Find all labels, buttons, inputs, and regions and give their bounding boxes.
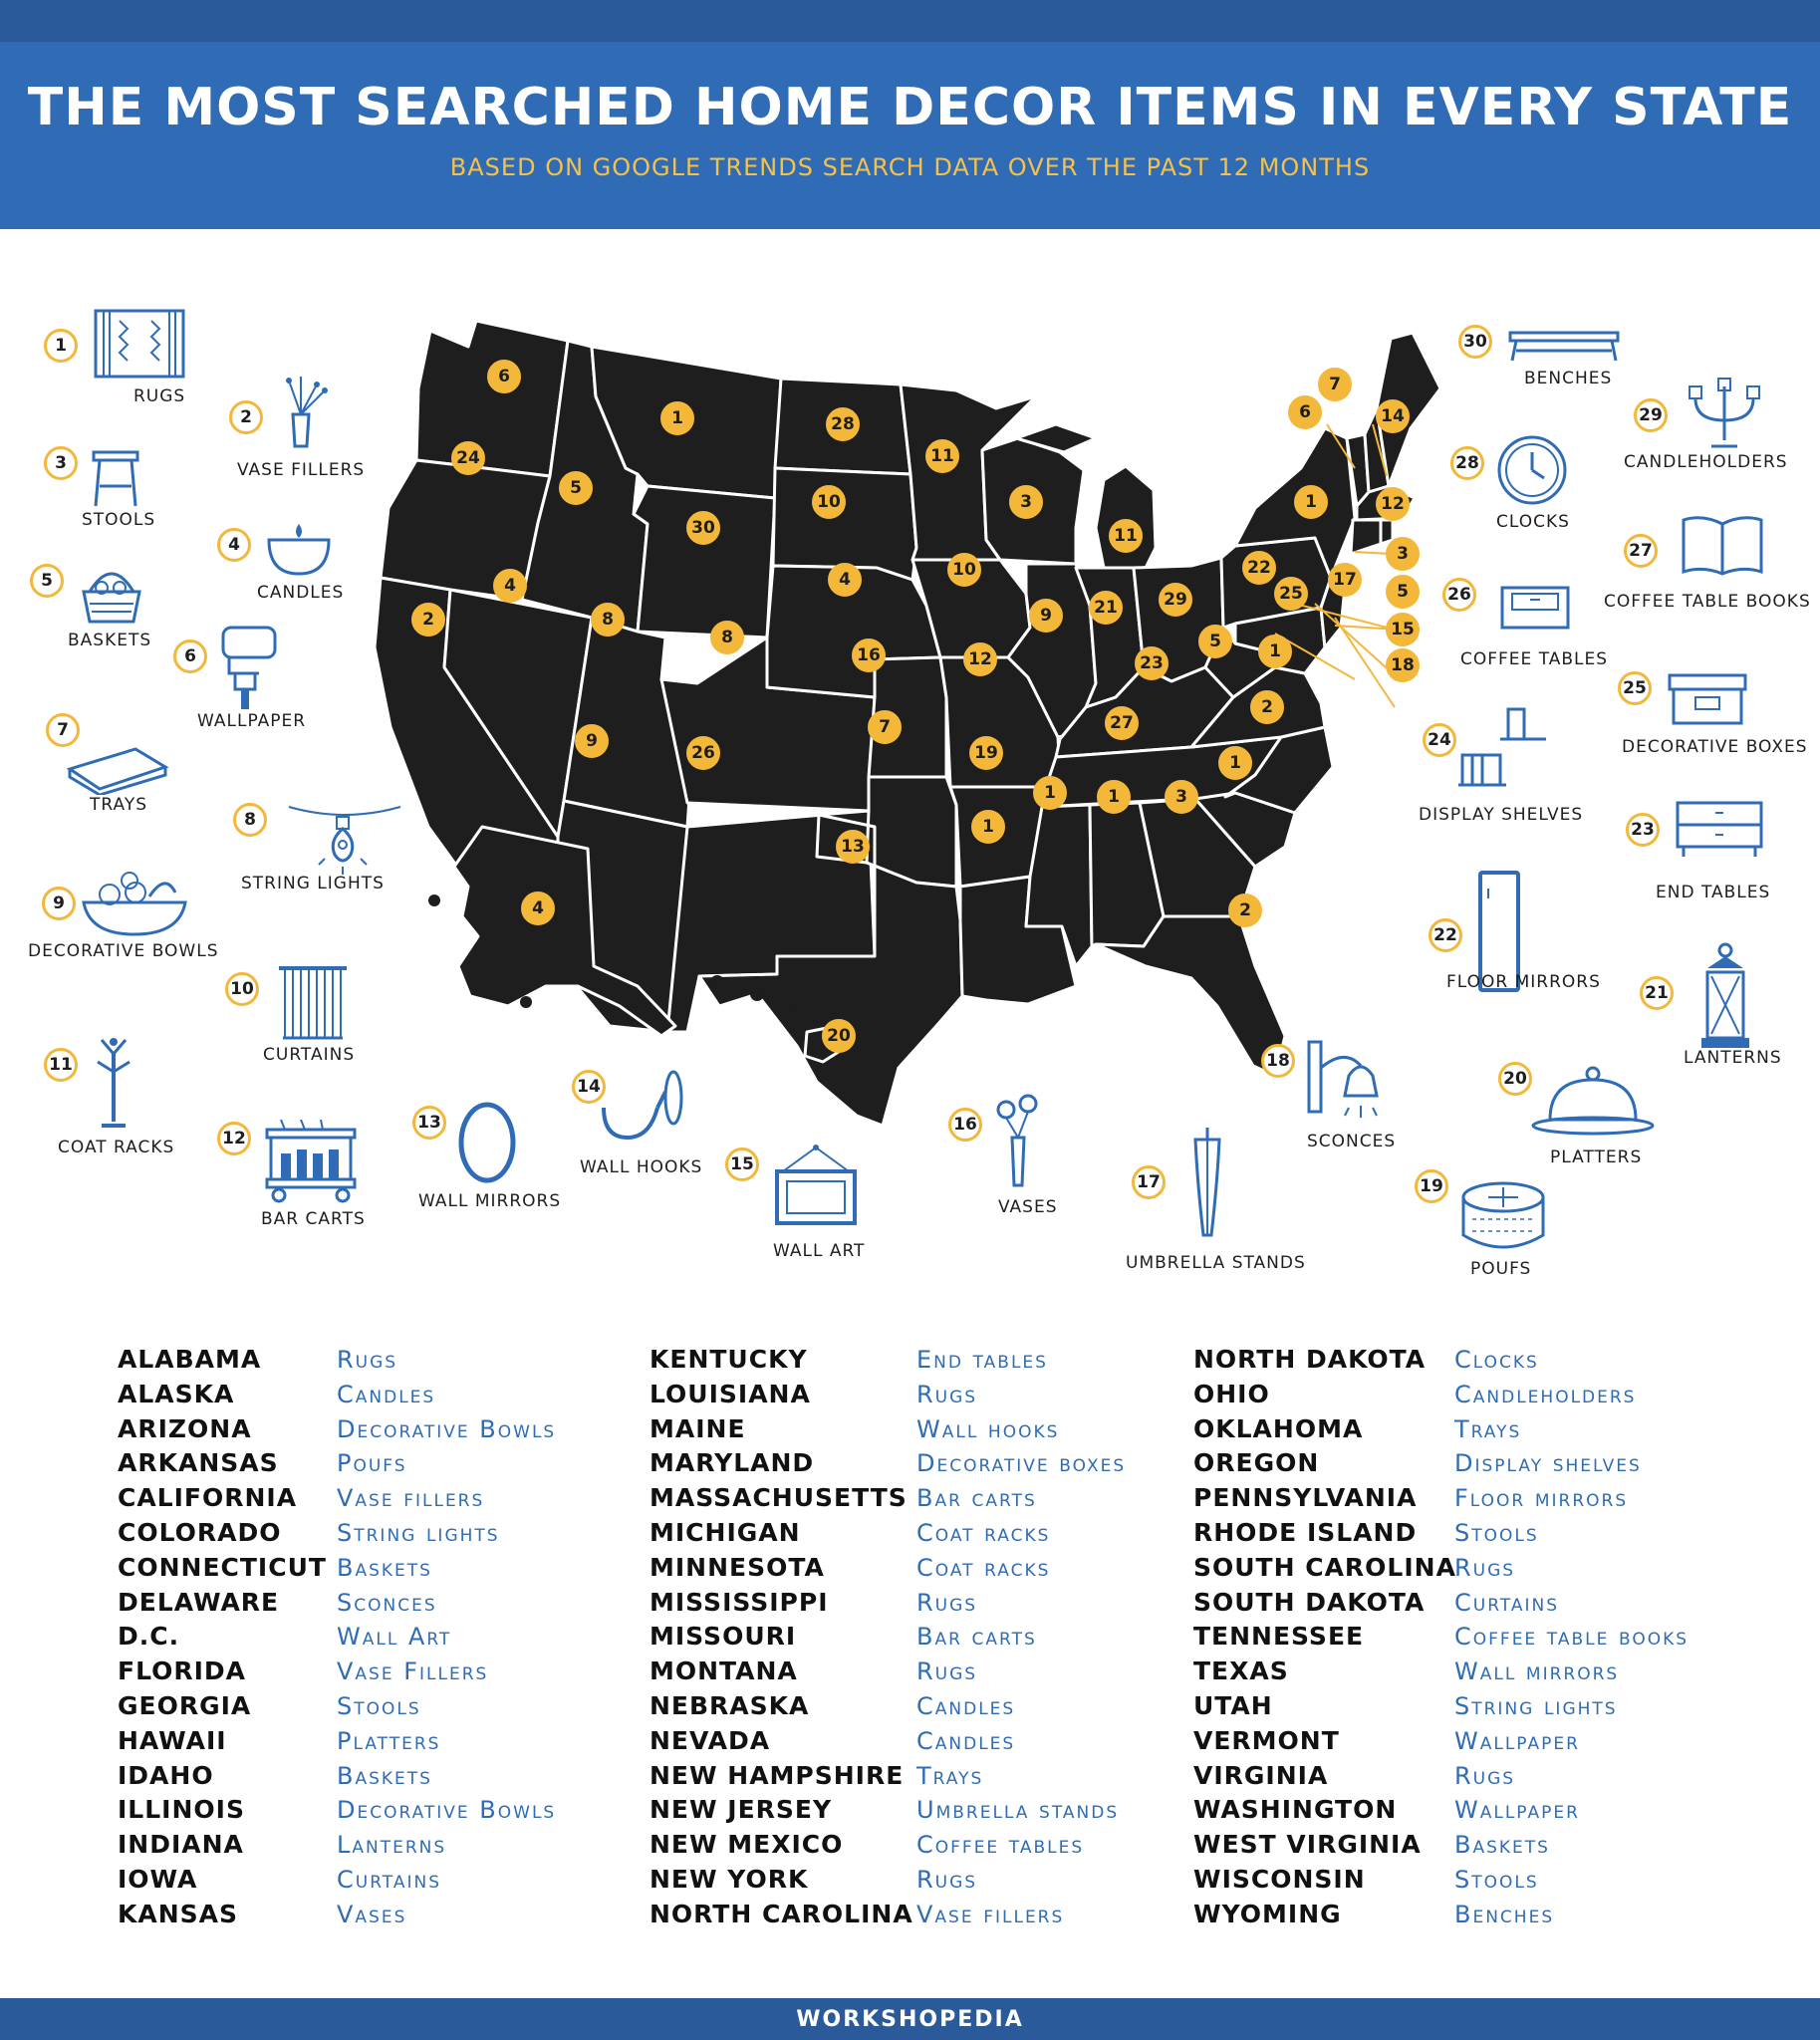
- state-decor-item: Rugs: [916, 1588, 978, 1617]
- state-name: NEW HAMPSHIRE: [650, 1760, 905, 1790]
- pouf-icon: [1458, 1179, 1548, 1263]
- state-decor-item: Baskets: [1454, 1831, 1550, 1860]
- state-decor-item: Coffee tables: [916, 1831, 1085, 1860]
- state-name: GEORGIA: [118, 1691, 252, 1720]
- map-badge-fl: 2: [1228, 893, 1262, 927]
- state-decor-item: Rugs: [916, 1866, 978, 1894]
- candelabra-icon: [1684, 377, 1765, 456]
- legend-number-badge: 20: [1498, 1062, 1532, 1096]
- top-band: [0, 0, 1820, 42]
- map-badge-ar: 19: [969, 736, 1003, 770]
- state-decor-item: Candleholders: [1454, 1380, 1637, 1408]
- legend-label: LANTERNS: [1684, 1048, 1782, 1068]
- legend-label: VASES: [998, 1197, 1058, 1217]
- legend-label: BASKETS: [68, 631, 152, 650]
- state-decor-item: Umbrella stands: [916, 1796, 1120, 1825]
- state-name: ALABAMA: [118, 1345, 262, 1374]
- state-wa: [416, 321, 568, 476]
- map-badge-il: 9: [1029, 599, 1063, 633]
- state-decor-item: Vase fillers: [337, 1484, 485, 1513]
- map-badge-hi: 20: [822, 1019, 856, 1053]
- legend-label: COAT RACKS: [58, 1138, 175, 1157]
- map-badge-mn: 11: [925, 439, 959, 473]
- map-badge-co: 8: [710, 621, 744, 654]
- state-decor-item: Baskets: [337, 1761, 432, 1790]
- map-badge-de: 18: [1386, 648, 1420, 682]
- state-name: MISSOURI: [650, 1622, 797, 1652]
- map-badge-az: 9: [575, 724, 609, 758]
- legend-label: SCONCES: [1307, 1132, 1397, 1151]
- legend-number-badge: 10: [225, 972, 259, 1006]
- wall-mirror-icon: [454, 1100, 520, 1189]
- state-decor-item: Decorative Bowls: [337, 1414, 557, 1443]
- state-decor-item: Rugs: [337, 1346, 398, 1374]
- legend-label: VASE FILLERS: [237, 460, 366, 480]
- tray-icon: [66, 743, 169, 799]
- legend-number-badge: 3: [44, 446, 78, 480]
- map-badge-vt: 6: [1288, 395, 1322, 429]
- state-decor-item: Stools: [1454, 1866, 1539, 1894]
- state-name: ALASKA: [118, 1379, 235, 1408]
- legend-number-badge: 5: [30, 564, 64, 598]
- state-name: CALIFORNIA: [118, 1483, 298, 1513]
- legend-number-badge: 22: [1429, 918, 1462, 952]
- legend-label: DISPLAY SHELVES: [1419, 805, 1584, 825]
- header-banner: [0, 42, 1820, 229]
- state-decor-item: Baskets: [337, 1553, 432, 1582]
- map-badge-nd: 28: [826, 407, 860, 441]
- state-name: NEW YORK: [650, 1865, 809, 1894]
- state-name: TEXAS: [1193, 1657, 1289, 1686]
- state-decor-item: Decorative boxes: [916, 1449, 1127, 1478]
- map-badge-ri: 3: [1386, 537, 1420, 571]
- state-decor-item: Wall mirrors: [1454, 1658, 1620, 1686]
- state-decor-item: Stools: [337, 1692, 421, 1720]
- map-badge-me: 14: [1376, 399, 1410, 433]
- map-badge-ks: 16: [852, 638, 886, 672]
- state-name: OREGON: [1193, 1448, 1320, 1478]
- legend-label: TRAYS: [90, 795, 147, 815]
- state-name: MAINE: [650, 1413, 746, 1443]
- map-badge-ne: 4: [828, 563, 862, 597]
- state-decor-item: Vase Fillers: [337, 1658, 489, 1686]
- legend-number-badge: 14: [572, 1070, 606, 1104]
- map-badge-mt: 1: [660, 401, 694, 435]
- map-badge-nc: 2: [1250, 690, 1284, 724]
- legend-number-badge: 8: [233, 803, 267, 837]
- state-decor-item: Floor mirrors: [1454, 1484, 1629, 1513]
- legend-number-badge: 2: [229, 400, 263, 434]
- legend-label: DECORATIVE BOWLS: [28, 941, 219, 961]
- map-badge-ms: 1: [1033, 776, 1067, 810]
- legend-label: PLATTERS: [1550, 1148, 1643, 1167]
- map-badge-wv: 5: [1198, 625, 1232, 658]
- state-wy: [634, 486, 775, 638]
- map-badge-sd: 10: [812, 485, 846, 519]
- state-name: RHODE ISLAND: [1193, 1518, 1418, 1547]
- state-decor-item: Vase fillers: [916, 1900, 1065, 1928]
- state-name: ARIZONA: [118, 1413, 252, 1443]
- legend-number-badge: 24: [1423, 723, 1456, 757]
- state-decor-item: Sconces: [337, 1588, 437, 1617]
- state-decor-item: End tables: [916, 1346, 1048, 1374]
- legend-number-badge: 13: [412, 1106, 446, 1140]
- state-name: SOUTH CAROLINA: [1193, 1552, 1456, 1582]
- vase-fillers-icon: [269, 371, 333, 454]
- state-name: HAWAII: [118, 1725, 227, 1755]
- state-name: IDAHO: [118, 1760, 214, 1790]
- umbrella-icon: [1187, 1124, 1227, 1247]
- state-name: NEVADA: [650, 1725, 771, 1755]
- legend-label: BAR CARTS: [261, 1209, 366, 1229]
- state-name: NEW MEXICO: [650, 1830, 844, 1860]
- state-name: OHIO: [1193, 1379, 1270, 1408]
- state-name: MASSACHUSETTS: [650, 1483, 908, 1513]
- legend-label: POUFS: [1470, 1259, 1532, 1279]
- legend-label: WALLPAPER: [197, 711, 307, 731]
- candle-icon: [263, 520, 335, 584]
- bar-cart-icon: [261, 1120, 361, 1207]
- legend-number-badge: 26: [1442, 578, 1476, 612]
- state-decor-item: Candles: [916, 1726, 1016, 1755]
- state-name: MINNESOTA: [650, 1552, 825, 1582]
- state-decor-item: Coat racks: [916, 1553, 1051, 1582]
- legend-number-badge: 4: [217, 528, 251, 562]
- state-name: CONNECTICUT: [118, 1552, 327, 1582]
- legend-number-badge: 19: [1415, 1169, 1448, 1203]
- map-badge-md: 25: [1274, 577, 1308, 611]
- stool-icon: [88, 446, 143, 514]
- state-name: ARKANSAS: [118, 1448, 279, 1478]
- map-badge-tn: 27: [1105, 706, 1139, 740]
- legend-label: BENCHES: [1524, 369, 1613, 388]
- map-badge-nh: 7: [1318, 368, 1352, 401]
- state-decor-item: Lanterns: [337, 1831, 447, 1860]
- state-decor-item: Curtains: [1454, 1588, 1559, 1617]
- legend-number-badge: 15: [725, 1148, 759, 1181]
- state-name: WASHINGTON: [1193, 1795, 1398, 1825]
- legend-label: STOOLS: [82, 510, 156, 530]
- page-title: THE MOST SEARCHED HOME DECOR ITEMS IN EVERY STATE: [27, 78, 1793, 137]
- legend-label: UMBRELLA STANDS: [1126, 1253, 1306, 1273]
- state-ct: [1351, 520, 1381, 554]
- state-name: MARYLAND: [650, 1448, 815, 1478]
- string-lights-icon: [285, 797, 404, 881]
- state-name: IOWA: [118, 1865, 198, 1894]
- state-decor-item: Stools: [1454, 1519, 1539, 1547]
- state-decor-item: Wall Art: [337, 1623, 452, 1652]
- legend-number-badge: 12: [217, 1122, 251, 1155]
- state-decor-item: Decorative Bowls: [337, 1796, 557, 1825]
- map-badge-nm: 26: [686, 736, 720, 770]
- map-badge-wy: 30: [686, 511, 720, 545]
- state-decor-item: String lights: [1454, 1692, 1618, 1720]
- curtains-icon: [275, 960, 351, 1050]
- state-name: DELAWARE: [118, 1587, 280, 1617]
- map-badge-wa: 6: [487, 360, 521, 393]
- sconce-icon: [1305, 1038, 1391, 1126]
- state-name: MISSISSIPPI: [650, 1587, 829, 1617]
- map-badge-sc: 1: [1218, 746, 1252, 780]
- legend-number-badge: 30: [1458, 325, 1492, 359]
- book-icon: [1678, 512, 1767, 582]
- state-decor-item: Clocks: [1454, 1346, 1539, 1374]
- legend-label: WALL HOOKS: [580, 1157, 703, 1177]
- legend-label: CANDLEHOLDERS: [1624, 452, 1788, 472]
- legend-label: STRING LIGHTS: [241, 874, 385, 893]
- legend-label: COFFEE TABLE BOOKS: [1604, 592, 1811, 612]
- state-name: NORTH CAROLINA: [650, 1899, 913, 1928]
- legend-number-badge: 1: [44, 329, 78, 363]
- state-name: INDIANA: [118, 1830, 244, 1860]
- map-badge-ky: 23: [1135, 646, 1169, 680]
- map-badge-id: 5: [559, 471, 593, 505]
- state-name: MONTANA: [650, 1657, 798, 1686]
- map-badge-pa: 22: [1242, 551, 1276, 585]
- state-name: WISCONSIN: [1193, 1865, 1366, 1894]
- legend-label: WALL ART: [773, 1241, 866, 1261]
- map-badge-nj: 17: [1328, 563, 1362, 597]
- state-name: UTAH: [1193, 1691, 1273, 1720]
- state-decor-item: Wallpaper: [1454, 1726, 1580, 1755]
- state-decor-item: Rugs: [1454, 1553, 1516, 1582]
- map-badge-al: 1: [1097, 780, 1131, 814]
- platter-icon: [1530, 1062, 1656, 1146]
- state-decor-item: Coffee table books: [1454, 1623, 1690, 1652]
- state-name: WEST VIRGINIA: [1193, 1830, 1422, 1860]
- decorative-box-icon: [1666, 671, 1749, 731]
- state-name: ILLINOIS: [118, 1795, 245, 1825]
- legend-number-badge: 9: [42, 887, 76, 920]
- legend-number-badge: 7: [46, 713, 80, 747]
- map-badge-ok: 7: [868, 710, 902, 744]
- legend-label: DECORATIVE BOXES: [1622, 737, 1808, 757]
- legend-number-badge: 29: [1634, 398, 1668, 432]
- map-badge-la: 1: [971, 810, 1005, 844]
- map-badge-nv: 4: [493, 569, 527, 603]
- legend-label: FLOOR MIRRORS: [1446, 972, 1601, 992]
- rug-icon: [90, 307, 189, 384]
- map-badge-in: 21: [1089, 591, 1123, 625]
- legend-label: WALL MIRRORS: [418, 1191, 562, 1211]
- state-name: VIRGINIA: [1193, 1760, 1329, 1790]
- map-badge-mi: 11: [1109, 519, 1143, 553]
- state-decor-item: Rugs: [1454, 1761, 1516, 1790]
- state-decor-item: Candles: [916, 1692, 1016, 1720]
- state-decor-item: Coat racks: [916, 1519, 1051, 1547]
- state-decor-item: Platters: [337, 1726, 441, 1755]
- state-name: KANSAS: [118, 1899, 239, 1928]
- state-decor-item: Poufs: [337, 1449, 407, 1478]
- state-decor-item: Rugs: [916, 1658, 978, 1686]
- state-name: VERMONT: [1193, 1725, 1340, 1755]
- wall-hook-icon: [598, 1068, 687, 1151]
- map-badge-ia: 10: [947, 553, 981, 587]
- map-badge-ga: 3: [1165, 780, 1198, 814]
- wallpaper-icon: [215, 622, 287, 715]
- map-badge-tx: 13: [836, 830, 870, 864]
- legend-number-badge: 18: [1261, 1044, 1295, 1078]
- state-decor-item: Trays: [916, 1761, 984, 1790]
- legend-label: CURTAINS: [263, 1045, 356, 1065]
- legend-number-badge: 11: [44, 1048, 78, 1082]
- legend-number-badge: 6: [173, 639, 207, 673]
- legend-number-badge: 25: [1618, 671, 1652, 705]
- state-name: NORTH DAKOTA: [1193, 1345, 1427, 1374]
- brand-logo: WORKSHOPEDIA: [796, 2007, 1024, 2032]
- legend-label: RUGS: [133, 386, 186, 406]
- state-decor-item: Benches: [1454, 1900, 1555, 1928]
- map-badge-ny: 1: [1294, 485, 1328, 519]
- page-subtitle: BASED ON GOOGLE TRENDS SEARCH DATA OVER THE PAST 12 MONTHS: [449, 153, 1371, 181]
- map-badge-ak: 4: [521, 892, 555, 925]
- state-name: COLORADO: [118, 1518, 282, 1547]
- state-decor-item: Curtains: [337, 1866, 441, 1894]
- coffee-table-icon: [1498, 584, 1572, 639]
- legend-label: COFFEE TABLES: [1460, 649, 1609, 669]
- display-shelves-icon: [1454, 705, 1564, 793]
- state-name: NEW JERSEY: [650, 1795, 833, 1825]
- legend-number-badge: 17: [1132, 1165, 1166, 1199]
- legend-number-badge: 16: [948, 1108, 982, 1142]
- legend-label: CANDLES: [257, 583, 345, 603]
- map-badge-or: 24: [451, 441, 485, 475]
- map-badge-oh: 29: [1159, 583, 1192, 617]
- fruit-bowl-icon: [80, 867, 189, 940]
- state-name: D.C.: [118, 1622, 180, 1652]
- state-name: PENNSYLVANIA: [1193, 1483, 1418, 1513]
- state-name: KENTUCKY: [650, 1345, 808, 1374]
- legend-number-badge: 23: [1626, 813, 1660, 847]
- coat-rack-icon: [88, 1034, 139, 1134]
- state-name: LOUISIANA: [650, 1379, 811, 1408]
- state-decor-item: Wallpaper: [1454, 1796, 1580, 1825]
- clock-icon: [1494, 432, 1570, 512]
- lantern-icon: [1695, 942, 1755, 1056]
- map-badge-dc: 15: [1386, 613, 1420, 646]
- map-badge-ca: 2: [411, 603, 445, 637]
- state-name: TENNESSEE: [1193, 1622, 1365, 1652]
- legend-label: CLOCKS: [1496, 512, 1570, 532]
- state-decor-item: Trays: [1454, 1414, 1522, 1443]
- footer-band: [0, 1998, 1820, 2040]
- map-badge-va: 1: [1258, 635, 1292, 668]
- state-decor-item: Wall hooks: [916, 1414, 1060, 1443]
- state-decor-item: Rugs: [916, 1380, 978, 1408]
- map-badge-ct: 5: [1386, 575, 1420, 609]
- state-decor-item: Display shelves: [1454, 1449, 1642, 1478]
- map-badge-mo: 12: [963, 642, 997, 676]
- map-badge-wi: 3: [1009, 485, 1043, 519]
- state-decor-item: Bar carts: [916, 1623, 1037, 1652]
- map-badge-ut: 8: [591, 603, 625, 637]
- state-decor-item: Vases: [337, 1900, 407, 1928]
- state-name: OKLAHOMA: [1193, 1413, 1364, 1443]
- state-name: SOUTH DAKOTA: [1193, 1587, 1426, 1617]
- legend-number-badge: 28: [1450, 446, 1484, 480]
- legend-number-badge: 27: [1624, 534, 1658, 568]
- state-decor-item: String lights: [337, 1519, 500, 1547]
- state-name: WYOMING: [1193, 1899, 1342, 1928]
- vase-icon: [990, 1094, 1046, 1193]
- legend-number-badge: 21: [1640, 976, 1674, 1010]
- state-name: NEBRASKA: [650, 1691, 810, 1720]
- state-decor-item: Bar carts: [916, 1484, 1037, 1513]
- map-badge-ma: 12: [1376, 487, 1410, 521]
- basket-icon: [76, 562, 147, 630]
- state-name: FLORIDA: [118, 1657, 247, 1686]
- state-decor-item: Candles: [337, 1380, 436, 1408]
- legend-label: END TABLES: [1656, 883, 1771, 902]
- wall-art-icon: [773, 1144, 859, 1231]
- end-table-icon: [1674, 799, 1765, 865]
- state-name: MICHIGAN: [650, 1518, 801, 1547]
- bench-icon: [1506, 327, 1622, 371]
